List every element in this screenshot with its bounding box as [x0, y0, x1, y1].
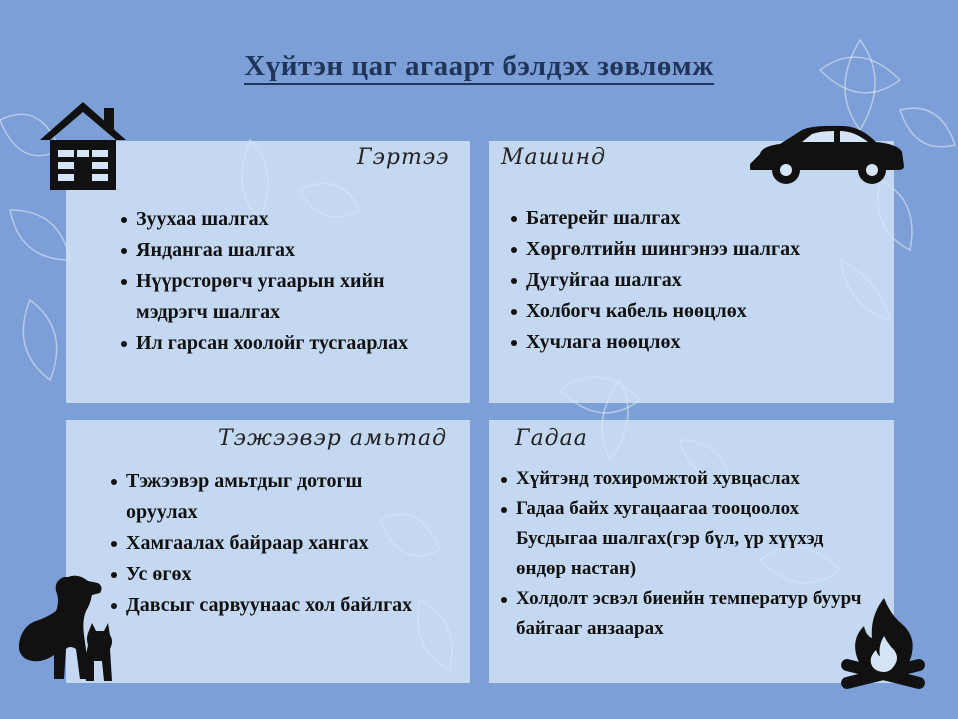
list-item: Дугуйгаа шалгах	[511, 265, 881, 296]
outside-list	[501, 464, 881, 644]
list-item: Нүүрсторөгч угаарын хийн мэдрэгч шалгах	[121, 266, 436, 328]
list-item: Холбогч кабель нөөцлөх	[511, 296, 881, 327]
list-item: Хамгаалах байраар хангах	[111, 528, 461, 559]
list-item: Зуухаа шалгах	[121, 204, 461, 235]
list-item: Холдолт эсвэл биеийн температур буурч байгааг анзаарах	[501, 584, 876, 644]
list-item: Ил гарсан хоолойг тусгаарлах	[121, 328, 461, 359]
list-item: Хучлага нөөцлөх	[511, 327, 881, 358]
pets-list	[111, 466, 461, 621]
list-item: Давсыг сарвуунаас хол байлгах	[111, 590, 461, 621]
home-list	[121, 204, 461, 359]
list-item: Батерейг шалгах	[511, 203, 881, 234]
page-title: Хүйтэн цаг агаарт бэлдэх зөвлөмж	[0, 50, 958, 83]
list-item: Тэжээвэр амьтдыг дотогш оруулах	[111, 466, 416, 528]
pets-heading: Тэжээвэр амьтад	[218, 426, 448, 451]
outside-heading: Гадаа	[515, 426, 588, 451]
campfire-icon	[836, 596, 930, 696]
list-item: Ус өгөх	[111, 559, 461, 590]
list-item: Хүйтэнд тохиромжтой хувцаслах	[501, 464, 881, 494]
car-heading: Машинд	[501, 145, 607, 170]
list-item: Яндангаа шалгах	[121, 235, 461, 266]
house-icon	[38, 100, 128, 192]
list-item: Гадаа байх хугацаагаа тооцоолох	[501, 494, 881, 524]
home-heading: Гэртээ	[357, 145, 450, 170]
outside-panel	[489, 420, 894, 683]
list-item: Бусдыгаа шалгах(гэр бүл, үр хүүхэд өндөр настан)	[516, 528, 824, 579]
car-list	[511, 203, 881, 358]
car-icon	[750, 124, 906, 186]
dog-cat-icon	[18, 573, 112, 683]
pets-panel	[66, 420, 470, 683]
list-item: Хөргөлтийн шингэнээ шалгах	[511, 234, 881, 265]
